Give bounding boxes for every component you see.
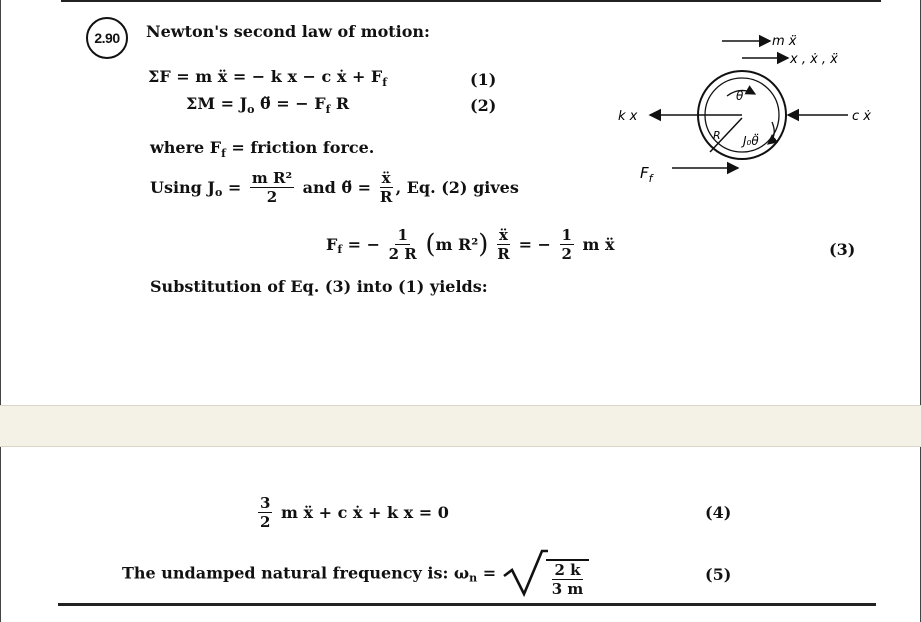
theta-fraction	[380, 169, 393, 206]
equation-4-number: (4)	[705, 503, 732, 522]
equation-3-frac-1	[389, 226, 417, 263]
page-gap	[0, 405, 921, 447]
frequency-fraction-num: 2 k	[554, 561, 581, 579]
using-fraction-num: m R²	[251, 169, 293, 187]
equation-5	[122, 548, 592, 598]
equation-3-number: (3)	[829, 240, 856, 259]
radical-sign	[502, 548, 548, 598]
equation-2	[186, 94, 349, 116]
equation-1-number: (1)	[470, 70, 497, 89]
top-rule	[61, 0, 881, 2]
friction-force-label: $F_f$	[640, 164, 653, 185]
equation-3-equals-2: = −	[518, 235, 551, 254]
equation-2-sub-o: o	[247, 103, 255, 117]
using-text: Using J	[150, 178, 215, 197]
equation-1-text: ΣF = m ẍ = − k x − c ẋ + F	[148, 67, 383, 86]
gives-text: , Eq. (2) gives	[395, 178, 519, 197]
equation-3-frac-1-den: 2 R	[388, 245, 417, 263]
where-subscript: f	[221, 147, 226, 161]
using-line	[150, 169, 519, 206]
radius-label: R	[713, 129, 721, 142]
equation-3-frac-2-num: ẍ	[499, 226, 508, 244]
equation-4	[255, 494, 449, 531]
equation-3-frac-3-num: 1	[561, 226, 572, 244]
equation-3-subscript: f	[337, 243, 343, 257]
equation-3-frac-2-den: R	[497, 245, 510, 263]
equation-3-frac-1-num: 1	[397, 226, 408, 244]
equation-3-lhs: F	[326, 235, 338, 254]
substitution-line: Substitution of Eq. (3) into (1) yields:	[150, 277, 488, 296]
damper-force-label: c ẋ	[852, 109, 871, 124]
theta-label: θ	[736, 89, 744, 103]
equation-4-rest: m ẍ + c ẋ + k x = 0	[281, 503, 449, 522]
equation-2-sub-f: f	[325, 103, 331, 117]
equation-4-fraction	[258, 494, 272, 531]
using-fraction	[250, 169, 294, 206]
equation-3-frac-2	[497, 226, 510, 263]
sqrt-symbol	[502, 548, 593, 598]
spring-force-label: k x	[618, 109, 638, 124]
equation-3-end: m ẍ	[582, 235, 615, 254]
frequency-fraction	[546, 559, 590, 598]
using-subscript: o	[215, 186, 223, 200]
where-rest: = friction force.	[225, 138, 375, 157]
bottom-rule	[58, 603, 876, 606]
equation-3: $F_f$ = − $\frac{1}{2 R}$ (m R²) $\frac{\text{ẍ}}{R}$ = − $\frac{1}{2}$ m ẍ	[326, 226, 615, 263]
equation-3-frac-3-den: 2	[561, 245, 572, 263]
problem-number-badge: 2.90	[86, 17, 128, 59]
equation-3-equals: = −	[342, 235, 381, 254]
using-equals: =	[222, 178, 242, 197]
equation-1-subscript: f	[382, 76, 388, 90]
equation-3-paren-content: m R²	[435, 235, 479, 254]
equation-5-number: (5)	[705, 565, 732, 584]
equation-2-lhs: ΣM = J	[186, 94, 248, 113]
equation-1	[148, 67, 387, 89]
theta-fraction-num: ẍ	[381, 169, 391, 187]
where-line	[150, 138, 374, 160]
equation-2-number: (2)	[470, 96, 497, 115]
equation-4-fraction-num: 3	[260, 494, 271, 512]
where-text: where F	[150, 138, 222, 157]
equation-3-frac-3	[560, 226, 574, 263]
equation-2-end: R	[330, 94, 350, 113]
frequency-fraction-den: 3 m	[551, 580, 584, 598]
frequency-subscript: n	[469, 571, 478, 585]
equation-2-rhs: θ̈ = − F	[254, 94, 326, 113]
motion-label: x , ẋ , ẍ	[790, 52, 838, 67]
equation-4-fraction-den: 2	[260, 513, 271, 531]
theta-fraction-den: R	[379, 188, 393, 206]
using-fraction-den: 2	[266, 188, 278, 206]
moment-label: J₀θ̈	[743, 134, 759, 148]
and-text: and θ̈ =	[302, 178, 372, 197]
problem-title: Newton's second law of motion:	[146, 22, 430, 41]
frequency-equals: =	[477, 563, 497, 583]
inertia-label: m ẍ	[772, 34, 797, 49]
free-body-diagram	[610, 18, 900, 196]
frequency-text: The undamped natural frequency is: ω	[122, 563, 470, 583]
